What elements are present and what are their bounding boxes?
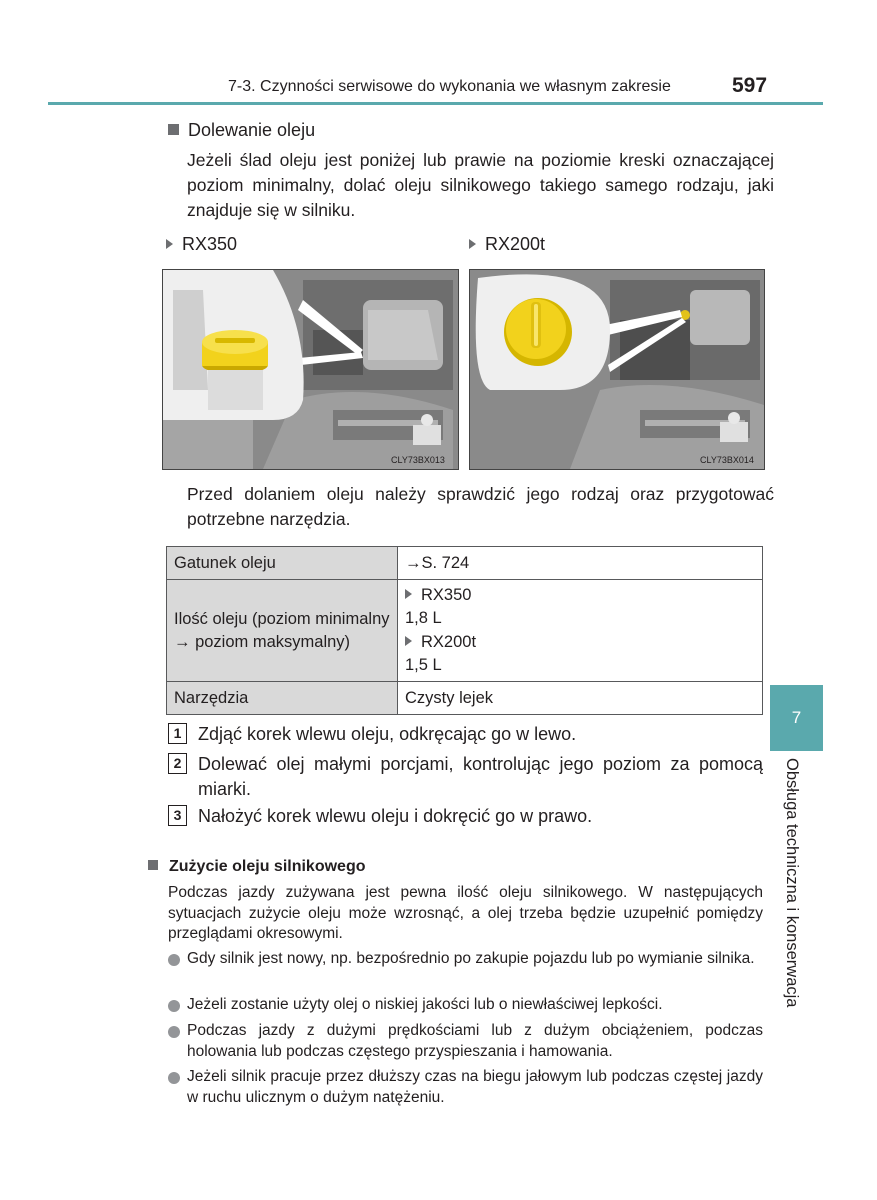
variant-label-right: RX200t: [469, 234, 545, 255]
bullet-dot-icon: [168, 954, 180, 966]
square-bullet-icon: [168, 124, 179, 135]
triangle-bullet-icon: [166, 239, 173, 249]
step-text: Dolewać olej małymi porcjami, kontrolując jego poziom za pomocą miarki.: [198, 754, 763, 799]
table-cell-label: Ilość oleju (poziom minimalny → poziom maksymalny): [167, 580, 398, 682]
header-rule: [48, 102, 823, 105]
refill-heading: Dolewanie oleju: [168, 120, 315, 141]
bullet-dot-icon: [168, 1072, 180, 1084]
consumption-heading: Zużycie oleju silnikowego: [148, 858, 365, 876]
step-item: [168, 804, 763, 829]
engine-image-rx350: [162, 269, 459, 470]
consumption-intro: Podczas jazdy zużywana jest pewna ilość oleju silnikowego. W następujących sytuacjach zużycie oleju może wzrosnąć, a olej trzeba będzie uzupełnić pomiędzy przeglądami okresowymi.: [168, 884, 763, 942]
chapter-title: Obsługa techniczna i konserwacja: [783, 758, 801, 1008]
triangle-bullet-icon: [405, 636, 412, 646]
step-number: 2: [168, 753, 187, 774]
chapter-number: 7: [791, 708, 802, 727]
triangle-bullet-icon: [469, 239, 476, 249]
table-row: [167, 580, 763, 682]
step-text: Nałożyć korek wlewu oleju i dokręcić go w prawo.: [198, 806, 593, 826]
section-title: 7-3. Czynności serwisowe do wykonania we własnym zakresie: [228, 78, 671, 95]
list-item: Podczas jazdy z dużymi prędkościami lub z dużym obciążeniem, podczas holowania lub podczas częstego przyspieszania i hamowania.: [168, 1021, 763, 1062]
before-refill-text: Przed dolaniem oleju należy sprawdzić jego rodzaj oraz przygotować potrzebne narzędzia.: [187, 484, 774, 529]
table-row: [167, 682, 763, 715]
table-row: [167, 547, 763, 580]
table-cell-value: RX350 1,8 L RX200t 1,5 L: [398, 580, 763, 682]
bullet-dot-icon: [168, 1000, 180, 1012]
list-item: Gdy silnik jest nowy, np. bezpośrednio po zakupie pojazdu lub po wymianie silnika.: [168, 949, 763, 970]
table-cell-value: →S. 724: [398, 547, 763, 580]
step-number: 1: [168, 723, 187, 744]
bullet-dot-icon: [168, 1026, 180, 1038]
list-item: Jeżeli zostanie użyty olej o niskiej jakości lub o niewłaściwej lepkości.: [168, 995, 763, 1016]
image-code-left: CLY73BX013: [391, 455, 445, 465]
step-item: [168, 722, 763, 747]
engine-image-rx200t: [469, 269, 765, 470]
table-cell-label: Gatunek oleju: [167, 547, 398, 580]
step-item: [168, 752, 763, 802]
variant-label-left: RX350: [166, 234, 237, 255]
image-code-right: CLY73BX014: [700, 455, 754, 465]
page-number: 597: [732, 74, 768, 97]
refill-intro: Jeżeli ślad oleju jest poniżej lub prawie na poziomie kreski oznaczającej poziom minimalny, dolać oleju silnikowego takiego samego rodzaju, jaki znajduje się w silniku.: [187, 150, 774, 220]
table-cell-value: Czysty lejek: [398, 682, 763, 715]
square-bullet-icon: [148, 860, 158, 870]
list-item: Jeżeli silnik pracuje przez dłuższy czas na biegu jałowym lub podczas częstej jazdy w ruchu ulicznym o dużym natężeniu.: [168, 1067, 763, 1108]
step-text: Zdjąć korek wlewu oleju, odkręcając go w lewo.: [198, 724, 577, 744]
triangle-bullet-icon: [405, 589, 412, 599]
oil-spec-table: [166, 546, 763, 715]
table-cell-label: Narzędzia: [167, 682, 398, 715]
step-number: 3: [168, 805, 187, 826]
